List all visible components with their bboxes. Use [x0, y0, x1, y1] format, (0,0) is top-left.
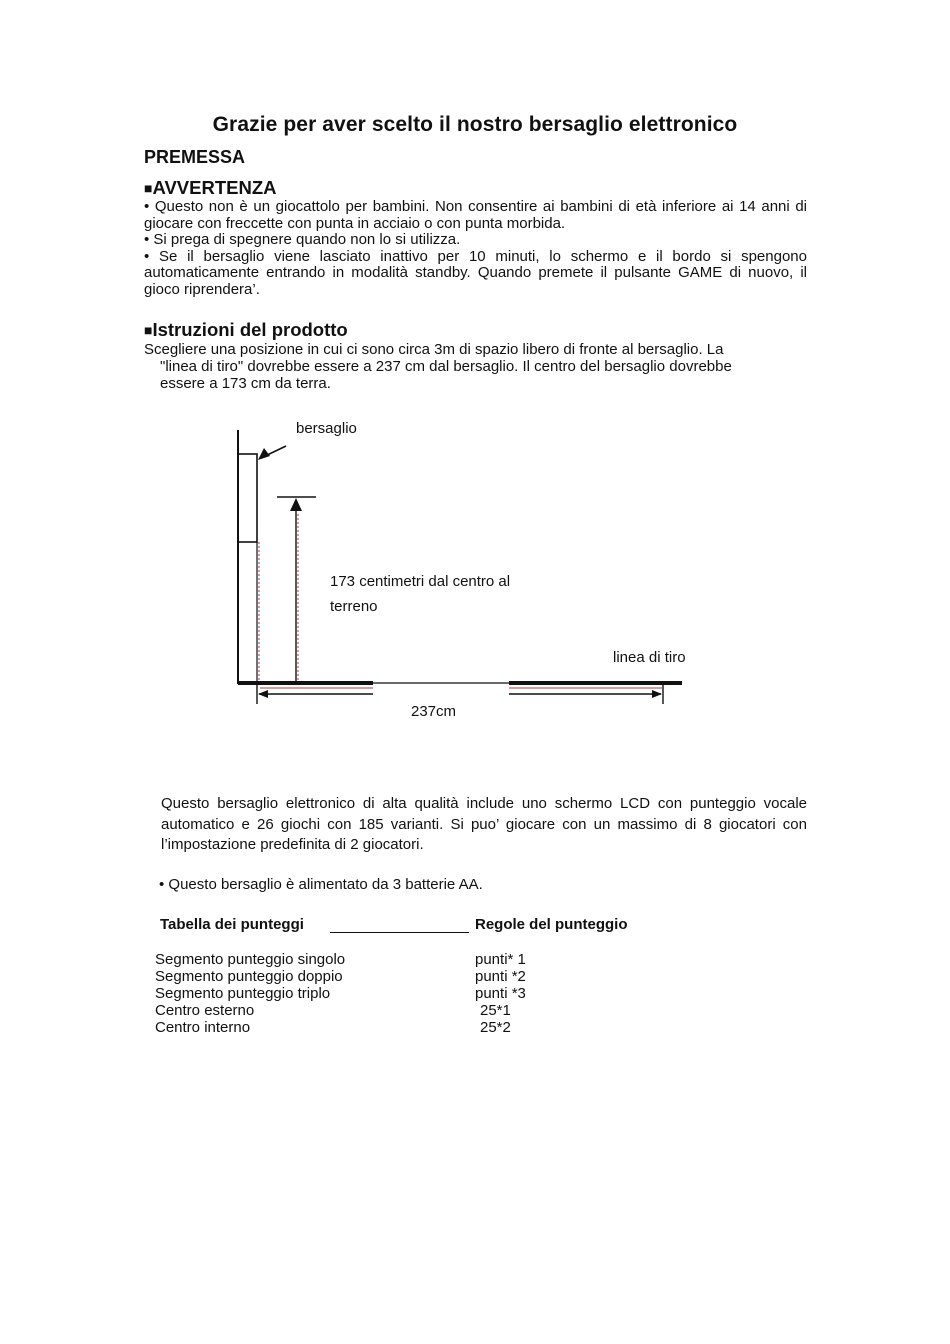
- warning-paragraph: • Se il bersaglio viene lasciato inattivo per 10 minuti, lo schermo e il bordo si spengono automaticamente entrando in modalità standby. Quando premete il pulsante GAME di nuovo, il gioco riprendera’.: [144, 247, 807, 298]
- segment-name: Centro interno: [155, 1019, 251, 1036]
- diagram-label-distance: 237cm: [411, 703, 457, 720]
- instructions-line: Scegliere una posizione in cui ci sono circa 3m di spazio libero di fronte al bersaglio. La: [144, 341, 724, 358]
- square-bullet-icon: ■: [144, 180, 153, 196]
- square-bullet-icon: ■: [144, 322, 153, 338]
- score-table-header-right: Regole del punteggio: [475, 916, 628, 933]
- segment-rule: punti* 1: [475, 951, 526, 968]
- diagram-label-height-2: terreno: [330, 598, 378, 615]
- height-arrow-head: [290, 498, 302, 511]
- page-title: Grazie per aver scelto il nostro bersaglio elettronico: [212, 113, 738, 136]
- segment-name: Centro esterno: [155, 1002, 255, 1019]
- segment-name: Segmento punteggio triplo: [155, 985, 331, 1002]
- table-row: [155, 1002, 655, 1019]
- istruzioni-heading-text: Istruzioni del prodotto: [152, 319, 348, 340]
- avvertenza-heading-text: AVVERTENZA: [152, 177, 277, 198]
- segment-name: Segmento punteggio doppio: [155, 968, 343, 985]
- score-table-header-left: Tabella dei punteggi: [160, 916, 304, 933]
- warning-list: [144, 199, 807, 299]
- instructions-text: [144, 342, 824, 392]
- score-table: [155, 951, 655, 1036]
- section-avvertenza-heading: [144, 177, 277, 199]
- battery-note: • Questo bersaglio è alimentato da 3 batterie AA.: [159, 876, 483, 893]
- segment-rule: 25*2: [480, 1019, 511, 1036]
- target-board: [238, 454, 257, 542]
- target-pointer-head: [258, 448, 270, 460]
- instructions-line: "linea di tiro" dovrebbe essere a 237 cm dal bersaglio. Il centro del bersaglio dovrebbe: [160, 357, 732, 375]
- warning-paragraph: • Si prega di spegnere quando non lo si utilizza.: [144, 231, 461, 249]
- instructions-line: essere a 173 cm da terra.: [160, 374, 331, 392]
- diagram-label-throw-line: linea di tiro: [613, 649, 686, 666]
- diagram-label-height: 173 centimetri dal centro al: [330, 573, 511, 590]
- product-description: Questo bersaglio elettronico di alta qualità include uno schermo LCD con punteggio vocale automatico e 26 giochi con 185 varianti. Si puo’ giocare con un massimo di 8 giocatori con l’impostazione predefinita di 2 giocatori.: [161, 795, 807, 854]
- table-row: [155, 1019, 655, 1036]
- table-row: [155, 985, 655, 1002]
- segment-rule: punti *2: [475, 968, 526, 985]
- table-row: [155, 951, 655, 968]
- table-row: [155, 968, 655, 985]
- segment-name: Segmento punteggio singolo: [155, 951, 346, 968]
- segment-rule: 25*1: [480, 1002, 511, 1019]
- section-premessa-heading: PREMESSA: [144, 147, 246, 167]
- diagram-label-target: bersaglio: [296, 420, 357, 437]
- header-divider-line: [330, 932, 469, 933]
- target-pointer-arrow: [261, 446, 286, 458]
- segment-rule: punti *3: [475, 985, 526, 1002]
- warning-paragraph: • Questo non è un giocattolo per bambini. Non consentire ai bambini di età inferiore ai 14 anni di giocare con freccette con punta in acciaio o con punta morbida.: [144, 198, 807, 232]
- section-istruzioni-heading: [144, 319, 348, 341]
